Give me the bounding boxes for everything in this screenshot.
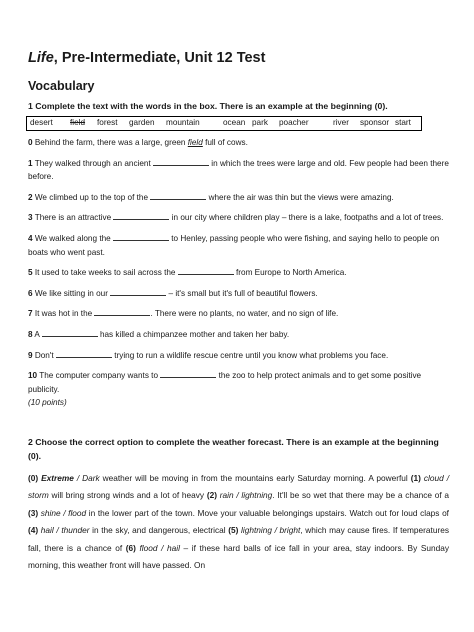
- item-text: to Henley, passing people who were fishing, and saying hello to people on boats who went past.: [28, 233, 440, 257]
- item-text: Behind the farm, there was a large, green: [32, 138, 188, 147]
- answer-blank[interactable]: [113, 210, 169, 220]
- question-1-instruction: 1 Complete the text with the words in the box. There is an example at the beginning (0).: [28, 101, 388, 111]
- title-italic: Life: [28, 50, 54, 66]
- item-number: 8: [28, 329, 33, 339]
- gap-number: (2): [206, 490, 220, 501]
- question-item: [28, 156, 449, 184]
- question-item: [28, 231, 449, 259]
- question-item: [28, 210, 449, 225]
- weather-forecast-paragraph: [28, 470, 449, 574]
- gap-number: (6): [125, 542, 140, 553]
- question-item: [28, 265, 449, 280]
- box-word: desert: [30, 118, 53, 127]
- question-item: [28, 190, 449, 205]
- points-label: (10 points): [28, 398, 67, 408]
- item-text: The computer company wants to: [37, 371, 161, 381]
- answer-blank[interactable]: [113, 231, 169, 241]
- gap-number: (0): [28, 473, 42, 483]
- answer-blank[interactable]: [178, 265, 234, 275]
- item-text: They walked through an ancient: [32, 158, 154, 168]
- box-word: sponsor: [360, 118, 390, 127]
- gap-number: (1): [410, 473, 424, 483]
- item-number: 1: [28, 158, 33, 168]
- item-text: We climbed up to the top of the: [32, 192, 151, 202]
- paragraph-text: . It'll be so wet that there may be a chance of a: [272, 490, 449, 501]
- answer-blank[interactable]: [56, 348, 112, 358]
- paragraph-text: will bring strong winds and a lot of heavy: [48, 490, 207, 501]
- question-item: [28, 327, 449, 342]
- item-text: the zoo to help protect animals and to get some positive publicity.: [28, 371, 422, 394]
- box-word: start: [395, 118, 411, 127]
- example-choice: Extreme: [41, 473, 74, 483]
- title-rest: , Pre-Intermediate, Unit 12 Test: [53, 50, 266, 66]
- word-box: [26, 116, 422, 131]
- gap-number: (4): [28, 525, 41, 536]
- answer-blank[interactable]: [110, 286, 166, 296]
- item-text: full of cows.: [202, 138, 248, 147]
- item-text: There is an attractive: [32, 213, 114, 223]
- answer-blank[interactable]: [160, 368, 216, 378]
- item-number: 2: [28, 192, 33, 202]
- item-text: It used to take weeks to sail across the: [32, 268, 178, 278]
- box-word: forest: [97, 118, 118, 127]
- item-number: 5: [28, 268, 33, 278]
- box-word: poacher: [279, 118, 309, 127]
- choice-option[interactable]: cloud / storm: [28, 473, 449, 501]
- item-text: It was hot in the: [32, 309, 95, 319]
- example-answer: field: [187, 138, 203, 147]
- gap-number: (3): [28, 507, 41, 518]
- item-number: 6: [28, 288, 33, 298]
- item-number: 0: [28, 138, 33, 147]
- item-text: Don't: [32, 350, 56, 360]
- choice-option[interactable]: rain / lightning: [219, 490, 273, 501]
- choice-option[interactable]: hail / thunder: [40, 525, 90, 536]
- box-word: park: [252, 118, 268, 127]
- answer-blank[interactable]: [153, 156, 209, 166]
- question-item: [28, 286, 449, 301]
- box-word-example: field: [70, 118, 86, 127]
- question-item: [28, 136, 449, 150]
- item-number: 9: [28, 350, 33, 360]
- item-text: from Europe to North America.: [233, 268, 347, 278]
- paragraph-text: weather will be moving in from the mountains early Saturday morning. A powerful: [99, 473, 411, 483]
- section-heading: Vocabulary: [28, 79, 95, 93]
- choice-option[interactable]: shine / flood: [40, 507, 87, 518]
- item-text: in which the trees were large and old. Few people had been there before.: [28, 158, 449, 182]
- item-text: A: [32, 329, 42, 339]
- item-text: has killed a chimpanzee mother and taken her baby.: [97, 329, 290, 339]
- paragraph-text: in the lower part of the town. Move your valuable belongings upstairs. Watch out for loud claps of: [86, 507, 449, 518]
- choice-option[interactable]: lightning / bright: [241, 525, 301, 536]
- item-text: We like sitting in our: [32, 288, 111, 298]
- item-text: trying to run a wildlife rescue centre until you know what problems you face.: [111, 350, 389, 360]
- paragraph-text: – if these hard balls of ice fall in your area, stay indoors. By Sunday morning, this weather front will have passed. On: [28, 542, 449, 571]
- gap-number: (5): [228, 525, 242, 536]
- question-item: [28, 348, 449, 363]
- answer-blank[interactable]: [94, 306, 150, 316]
- question-item: [28, 306, 449, 321]
- box-word: ocean: [223, 118, 246, 127]
- item-text: in our city where children play – there is a lake, footpaths and a lot of trees.: [169, 213, 444, 223]
- item-text: . There were no plants, no water, and no sign of life.: [150, 309, 339, 319]
- item-text: – it's small but it's full of beautiful flowers.: [166, 288, 318, 298]
- answer-blank[interactable]: [150, 190, 206, 200]
- answer-blank[interactable]: [42, 327, 98, 337]
- item-text: where the air was thin but the views were amazing.: [206, 192, 394, 202]
- box-word: river: [333, 118, 349, 127]
- box-word: mountain: [166, 118, 200, 127]
- choice-option[interactable]: / Dark: [73, 473, 100, 483]
- item-number: 10: [28, 371, 38, 381]
- paragraph-text: , which may cause fires. If temperatures fall, there is a chance of: [28, 525, 449, 553]
- box-word: garden: [129, 118, 155, 127]
- question-2-instruction: 2 Choose the correct option to complete the weather forecast. There is an example at the beginning (0).: [28, 437, 439, 461]
- question-item: [28, 368, 449, 396]
- question-1-items: [28, 136, 449, 416]
- item-number: 7: [28, 309, 33, 319]
- item-number: 3: [28, 213, 33, 223]
- item-number: 4: [28, 233, 33, 243]
- page-title: [28, 50, 265, 66]
- paragraph-text: in the sky, and dangerous, electrical: [89, 525, 229, 536]
- item-text: We walked along the: [32, 233, 113, 243]
- choice-option[interactable]: flood / hail: [139, 542, 180, 553]
